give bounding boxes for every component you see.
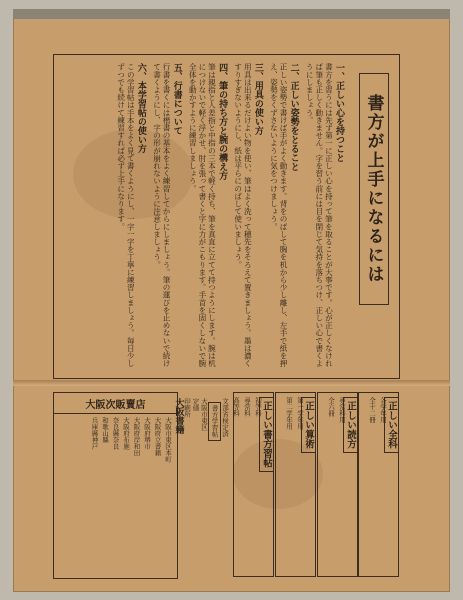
section-heading: 三、用具の使い方 xyxy=(252,63,263,135)
book-line: 全六冊 xyxy=(327,397,335,417)
publisher-name: 大阪書籍 xyxy=(173,398,184,434)
page-fold xyxy=(13,380,450,386)
book-title: 正しい算術 xyxy=(301,397,316,453)
book-line: 尋常科 xyxy=(243,397,251,417)
book-line: 各学年用 xyxy=(379,397,387,423)
section xyxy=(269,63,299,368)
publisher-address: 大阪市東区 xyxy=(200,398,208,431)
page-title: 書方が上手になるには xyxy=(359,73,389,305)
section-text: 書方を習うには先ず第一に正しい心を持って筆を取ることが大事です。心が正しくなければ筆も正しく動きません。字を習う前には目を閉じて気持を落ちつけ、正しい心で書くようにしましょう。 xyxy=(305,63,334,367)
book-title: 正しい書方習帖 xyxy=(259,397,274,472)
section xyxy=(188,63,227,368)
book-ad xyxy=(358,392,399,577)
section-heading: 五、行書について xyxy=(171,63,182,135)
book-line: 初等科 xyxy=(254,397,262,417)
book-title: 正しい読方 xyxy=(343,397,358,453)
publisher-series: 書方学習帖 xyxy=(208,402,221,441)
instruction-box xyxy=(53,54,400,379)
section-heading: 四、筆の持ち方と腕の構え方 xyxy=(217,63,228,180)
dealer-line: 大阪府岸和田 xyxy=(132,417,141,456)
book-line: 尋常科用 xyxy=(338,397,346,423)
publisher-price: 定価 xyxy=(191,398,200,411)
dealer-title: 大阪次販賣店 xyxy=(54,393,177,414)
section-text: この学習帖は手本をよく見て書くようにし、一字一字を丁寧に練習しましょう。毎日少しずつでも続けて練習すれば必ず上手になります。 xyxy=(116,63,136,367)
book-title: 正しい全科 xyxy=(384,397,399,453)
publisher-approval: 文部省検定済 xyxy=(221,398,229,437)
page-top-band xyxy=(13,9,450,19)
dealer-list xyxy=(58,417,172,572)
book-line: 第一学年用 xyxy=(296,397,304,430)
book-ad xyxy=(233,392,274,577)
section xyxy=(116,63,146,368)
publisher-printer: 印刷所 xyxy=(183,398,191,418)
book-ad xyxy=(275,392,316,577)
book-line: 全十二冊 xyxy=(368,397,376,423)
book-line: 第二学年用 xyxy=(285,397,293,430)
dealer-line: 奈良縣奈良 xyxy=(111,417,120,450)
section-text: 筆は親指と人差指と中指の三本で軽く持ち、筆を真直に立てて持つようにします。腕は机につけないで軽く浮かせ、肘を張って書くと字に力がこもります。手首を固くしないで腕全体を動かすように練習しましょう。 xyxy=(188,63,217,367)
section-text: 正しい姿勢で書けば手がよく動きます。背をのばして胸を机から少し離し、左手で紙を押え、姿勢をくずさないように気をつけましょう。 xyxy=(269,63,289,367)
dealer-line: 大阪市東区本町 xyxy=(164,417,172,463)
dealer-line: 兵庫縣神戸 xyxy=(90,417,99,450)
document-page xyxy=(13,9,450,592)
section xyxy=(152,63,182,368)
dealer-line: 大阪府布施 xyxy=(122,417,130,450)
section xyxy=(305,63,344,368)
section-heading: 二、正しい姿勢をとること xyxy=(288,63,299,171)
dealer-box xyxy=(53,392,178,579)
book-ad xyxy=(317,392,358,577)
section-text: 用具は出来るだけよい物を使い、筆はよく洗って穂先をそろえて置きましょう。墨は濃くすりすぎないようにし、紙は平らにのばして使いましょう。 xyxy=(233,63,253,367)
section-text: 行書を書くには楷書の基本をよく練習してからにしましょう。筆の運びを止めないで続けて書くようにし、字の形が崩れないように注意しましょう。 xyxy=(152,63,172,367)
dealer-line: 大阪府堺市 xyxy=(143,417,151,450)
dealer-line: 和歌山縣 xyxy=(101,417,109,443)
publisher-block xyxy=(173,392,229,577)
advertisement-area xyxy=(53,392,399,577)
dealer-line: 大阪府立書籍 xyxy=(153,417,162,456)
book-line: 高等科 xyxy=(232,397,240,417)
book-advertisements xyxy=(233,392,399,577)
section-heading: 一、正しい心を持つこと xyxy=(334,63,344,162)
section xyxy=(233,63,263,368)
section-heading: 六、本学習帖の使い方 xyxy=(135,63,146,153)
instruction-text xyxy=(62,63,344,368)
